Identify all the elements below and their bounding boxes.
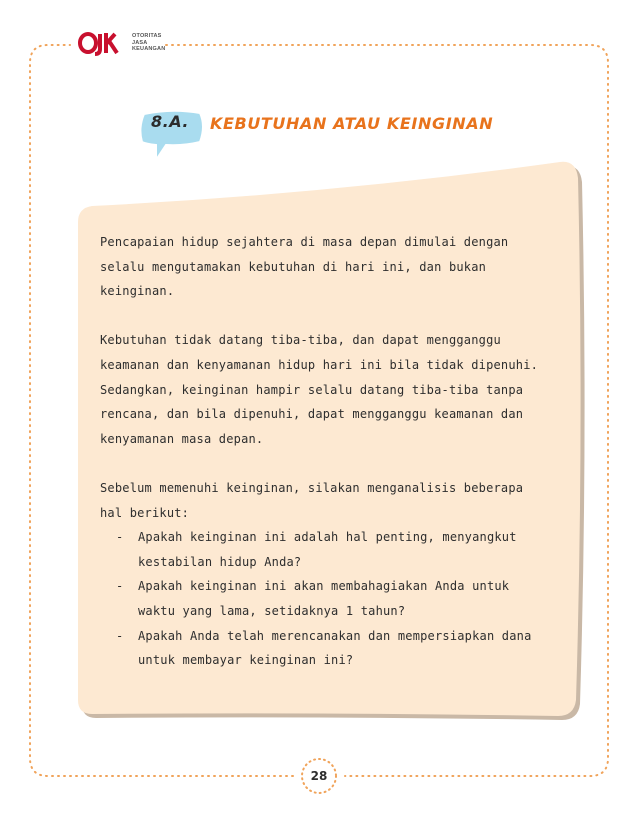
logo-line: JASA <box>132 39 148 46</box>
logo-line: KEUANGAN <box>132 46 166 53</box>
paragraph: Pencapaian hidup sejahtera di masa depan dimulai dengan selalu mengutamakan kebutuhan di hari ini, dan bukan keinginan. <box>100 235 509 299</box>
list-item-text: Apakah Anda telah merencanakan dan mempersiapkan dana untuk membayar keinginan ini? <box>138 628 532 668</box>
section-title: KEBUTUHAN ATAU KEINGINAN <box>210 114 494 133</box>
list-item <box>116 574 540 623</box>
body-text <box>100 230 540 673</box>
question-list <box>100 525 540 673</box>
logo-line: OTORITAS <box>132 33 162 40</box>
list-item <box>116 624 540 673</box>
bullet-dash: - <box>116 530 124 545</box>
list-item-text: Apakah keinginan ini adalah hal penting, menyangkut kestabilan hidup Anda? <box>138 530 517 569</box>
bullet-dash: - <box>116 628 124 643</box>
paragraph: Sebelum memenuhi keinginan, silakan menganalisis beberapa hal berikut: <box>100 480 524 520</box>
section-number: 8.A. <box>151 112 189 131</box>
bullet-dash: - <box>116 579 124 594</box>
list-item-text: Apakah keinginan ini akan membahagiakan Anda untuk waktu yang lama, setidaknya 1 tahun? <box>138 579 510 618</box>
list-item <box>116 525 540 574</box>
paragraph: Kebutuhan tidak datang tiba-tiba, dan dapat mengganggu keamanan dan kenyamanan hidup hari ini bila tidak dipenuhi. Sedangkan, keinginan hampir selalu datang tiba-tiba tanpa rencana, dan bila dipenuhi, dapat mengganggu keamanan dan kenyamanan masa depan. <box>100 333 539 446</box>
page-number: 28 <box>310 769 328 783</box>
